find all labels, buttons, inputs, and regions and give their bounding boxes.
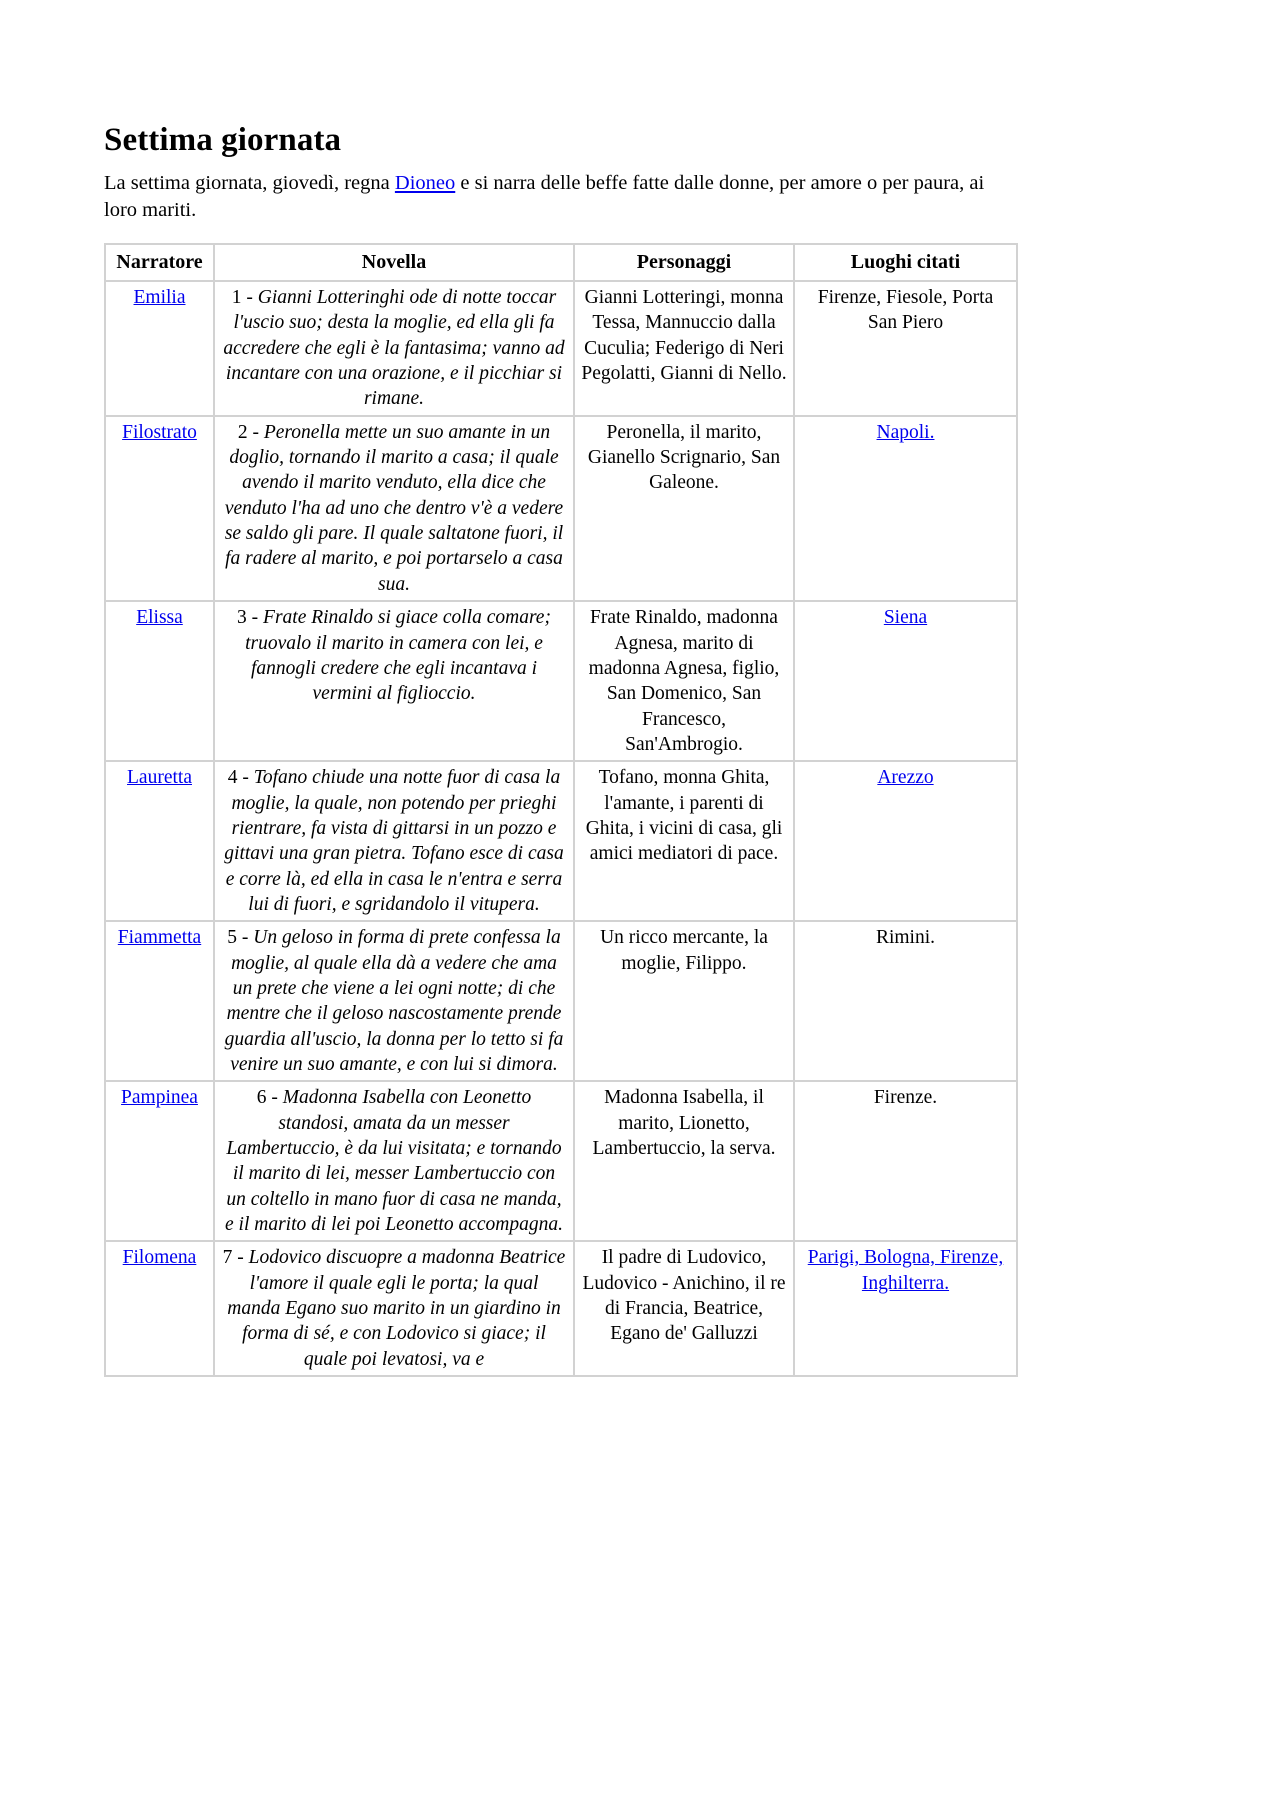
cell-luoghi-citati [794,1241,1017,1376]
luoghi-citati-text[interactable]: Parigi, Bologna, Firenze, Inghilterra. [807,1247,1004,1294]
narratore-link[interactable]: Filomena [122,1247,197,1269]
narratore-link[interactable]: Filostrato [122,421,197,443]
cell-narratore [105,921,214,1081]
column-header-narratore: Narratore [105,244,214,281]
novella-text: Frate Rinaldo si giace colla comare; truovalo il marito in camera con lei, e fannogli credere che egli incantava i vermini al figlioccio. [245,607,551,705]
cell-novella [214,281,574,416]
personaggi-text: Madonna Isabella, il marito, Lionetto, Lambertuccio, la serva. [592,1087,776,1160]
column-header-personaggi: Personaggi [574,244,794,281]
personaggi-text: Frate Rinaldo, madonna Agnesa, marito di madonna Agnesa, figlio, San Domenico, San Francesco, San'Ambrogio. [588,607,780,755]
cell-personaggi [574,1241,794,1376]
luoghi-citati-text: Rimini. [875,927,936,949]
novella-text: Un geloso in forma di prete confessa la moglie, al quale ella dà a vedere che ama un prete che viene a lei ogni notte; di che mentre che il geloso nascostamente prende guardia all'uscio, la donna per lo tetto si fa venire un suo amante, e con lui si dimora. [224,927,564,1075]
cell-luoghi-citati [794,601,1017,761]
novella-text: Peronella mette un suo amante in un doglio, tornando il marito a casa; il quale avendo il marito venduto, ella dice che venduto l'ha ad uno che dentro v'è a vedere se saldo gli pare. Il quale saltatone fuori, il fa radere al marito, e poi portarselo a casa sua. [224,421,564,595]
novella-number: 7 - [222,1247,249,1269]
personaggi-text: Peronella, il marito, Gianello Scrignario, San Galeone. [587,421,781,494]
novella-number: 4 - [227,767,254,789]
cell-luoghi-citati [794,1081,1017,1241]
cell-personaggi [574,1081,794,1241]
luoghi-citati-text[interactable]: Napoli. [876,421,935,443]
novella-text: Madonna Isabella con Leonetto standosi, amata da un messer Lambertuccio, è da lui visitata; e tornando il marito di lei, messer Lambertuccio con un coltello in mano fuor di casa ne manda, e il marito di lei poi Leonetto accompagna. [225,1087,563,1236]
novella-number: 2 - [237,421,264,443]
novella-text: Tofano chiude una notte fuor di casa la moglie, la quale, non potendo per prieghi rientrare, fa vista di gittarsi in un pozzo e gittavi una gran pietra. Tofano esce di casa e corre là, ed ella in casa le n'entra e serra lui di fuori, e sgridandolo il vitupera. [224,767,564,915]
cell-luoghi-citati [794,761,1017,921]
cell-narratore [105,601,214,761]
narratore-link[interactable]: Fiammetta [117,927,202,949]
cell-novella [214,416,574,601]
cell-luoghi-citati [794,921,1017,1081]
table-row [105,1081,1017,1241]
cell-personaggi [574,601,794,761]
cell-novella [214,1081,574,1241]
personaggi-text: Tofano, monna Ghita, l'amante, i parenti di Ghita, i vicini di casa, gli amici mediatori di pace. [585,767,783,865]
novella-number: 3 - [237,607,264,629]
luoghi-citati-text[interactable]: Arezzo [877,767,934,789]
table-header-row [105,244,1017,281]
cell-narratore [105,1241,214,1376]
table-body [105,281,1017,1376]
table-row [105,281,1017,416]
cell-narratore [105,1081,214,1241]
intro-text-after: e si narra delle beffe fatte dalle donne, per amore o per paura, ai loro mariti. [104,171,985,221]
cell-personaggi [574,761,794,921]
page-title: Settima giornata [104,122,342,158]
link-dioneo[interactable]: Dioneo [394,171,456,194]
cell-narratore [105,281,214,416]
luoghi-citati-text: Firenze, Fiesole, Porta San Piero [817,287,994,334]
novella-text: Gianni Lotteringhi ode di notte toccar l'uscio suo; desta la moglie, ed ella gli fa accredere che egli è la fantasima; vanno ad incantare con una orazione, e il picchiar si rimane. [223,287,565,410]
cell-novella [214,601,574,761]
cell-luoghi-citati [794,416,1017,601]
cell-personaggi [574,921,794,1081]
cell-novella [214,921,574,1081]
novella-number: 6 - [256,1087,283,1109]
table-row [105,921,1017,1081]
column-header-novella: Novella [214,244,574,281]
cell-narratore [105,416,214,601]
personaggi-text: Gianni Lotteringi, monna Tessa, Mannuccio dalla Cuculia; Federigo di Neri Pegolatti, Gianni di Nello. [581,287,787,385]
table-row [105,416,1017,601]
personaggi-text: Un ricco mercante, la moglie, Filippo. [600,927,768,974]
intro-paragraph [104,170,1016,224]
cell-personaggi [574,416,794,601]
narratore-link[interactable]: Emilia [133,287,186,309]
narratore-link[interactable]: Elissa [136,607,183,629]
cell-personaggi [574,281,794,416]
table-row [105,601,1017,761]
table-row [105,761,1017,921]
personaggi-text: Il padre di Ludovico, Ludovico - Anichino, il re di Francia, Beatrice, Egano de' Galluzzi [582,1247,786,1345]
novelle-table [104,243,1018,1377]
narratore-link[interactable]: Lauretta [127,767,192,789]
luoghi-citati-text: Firenze. [873,1087,938,1109]
novella-number: 1 - [231,287,258,309]
narratore-link[interactable]: Pampinea [121,1087,198,1109]
cell-novella [214,761,574,921]
cell-luoghi-citati [794,281,1017,416]
cell-novella [214,1241,574,1376]
cell-narratore [105,761,214,921]
intro-text-before: La settima giornata, giovedì, regna [104,171,395,194]
novella-number: 5 - [227,927,254,949]
table-row [105,1241,1017,1376]
novella-text: Lodovico discuopre a madonna Beatrice l'amore il quale egli le porta; la qual manda Egano suo marito in un giardino in forma di sé, e con Lodovico si giace; il quale poi levatosi, va e [227,1247,566,1370]
column-header-luoghi-citati: Luoghi citati [794,244,1017,281]
luoghi-citati-text[interactable]: Siena [883,607,928,629]
